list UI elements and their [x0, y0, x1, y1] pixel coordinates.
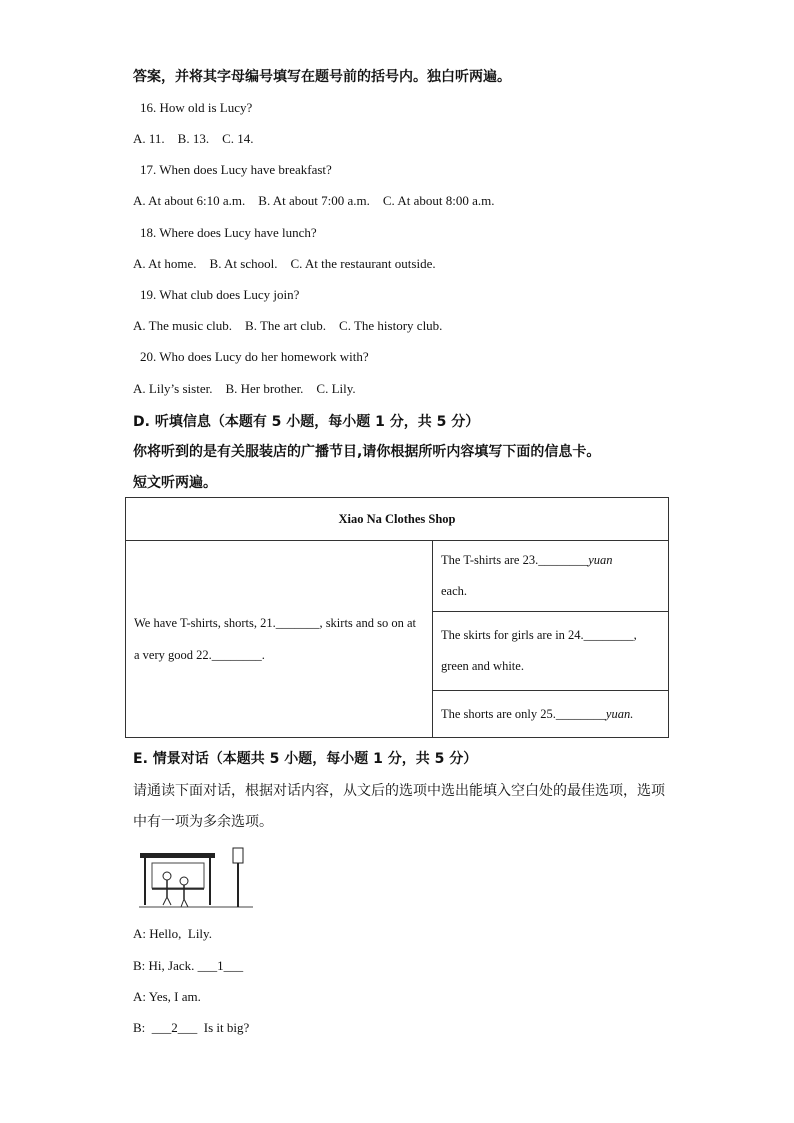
options-18: A. At home. B. At school. C. At the restaurant outside. — [133, 256, 436, 271]
bus-stop-illustration — [137, 845, 255, 911]
section-e-title: E. 情景对话（本题共 5 小题，每小题 1 分，共 5 分） — [133, 751, 478, 767]
dialogue-text: Hello, Lily. — [146, 926, 212, 941]
question-16: 16. How old is Lucy? — [140, 100, 253, 115]
dialogue-text: Is it big? — [197, 1020, 250, 1035]
info-card-table — [125, 497, 669, 738]
cell-23-tail: each. — [441, 584, 468, 598]
table-cell-23 — [433, 541, 669, 612]
cell-23-unit: yuan — [588, 553, 613, 567]
question-20: 20. Who does Lucy do her homework with? — [140, 349, 369, 364]
question-17: 17. When does Lucy have breakfast? — [140, 162, 332, 177]
dialogue-text: Hi, Jack. — [145, 958, 198, 973]
question-19: 19. What club does Lucy join? — [140, 287, 300, 302]
blank-1[interactable]: ___1___ — [197, 958, 244, 973]
section-d-title: D. 听填信息（本题有 5 小题，每小题 1 分，共 5 分） — [133, 414, 480, 430]
speaker-a: A: — [133, 926, 146, 941]
speaker-b: B: — [133, 958, 146, 973]
section-e-instruction-1: 请通读下面对话，根据对话内容，从文后的选项中选出能填入空白处的最佳选项，选项 — [133, 783, 665, 799]
options-20: A. Lily’s sister. B. Her brother. C. Lily. — [133, 381, 356, 396]
dialogue-text: Yes, I am. — [146, 989, 201, 1004]
section-e-instruction-2: 中有一项为多余选项。 — [133, 814, 273, 830]
cell-25-text: The shorts are only 25.________ — [441, 706, 606, 721]
dialogue-line-2 — [133, 958, 243, 974]
speaker-b: B: — [133, 1020, 146, 1035]
options-19: A. The music club. B. The art club. C. The history club. — [133, 318, 443, 333]
dialogue-line-3 — [133, 989, 201, 1005]
dialogue-line-4 — [133, 1020, 249, 1036]
options-16: A. 11. B. 13. C. 14. — [133, 131, 254, 146]
question-18: 18. Where does Lucy have lunch? — [140, 225, 317, 240]
cell-23-text: The T-shirts are 23.________ — [441, 553, 589, 567]
section-d-note: 短文听两遍。 — [133, 475, 217, 491]
options-17: A. At about 6:10 a.m. B. At about 7:00 a.m. C. At about 8:00 a.m. — [133, 193, 495, 208]
speaker-a: A: — [133, 989, 146, 1004]
table-cell-24: The skirts for girls are in 24.________, green and white. — [433, 612, 669, 691]
cell-25-unit: yuan. — [605, 706, 634, 721]
header-instruction: 答案，并将其字母编号填写在题号前的括号内。独白听两遍。 — [133, 69, 511, 85]
table-header: Xiao Na Clothes Shop — [126, 498, 669, 541]
table-cell-25 — [433, 691, 669, 738]
table-left-cell: We have T-shirts, shorts, 21._______, skirts and so on at a very good 22.________. — [126, 541, 433, 738]
dialogue-line-1 — [133, 926, 212, 942]
blank-2[interactable]: ___2___ — [151, 1020, 198, 1035]
section-d-instruction: 你将听到的是有关服装店的广播节目,请你根据所听内容填写下面的信息卡。 — [133, 444, 601, 460]
